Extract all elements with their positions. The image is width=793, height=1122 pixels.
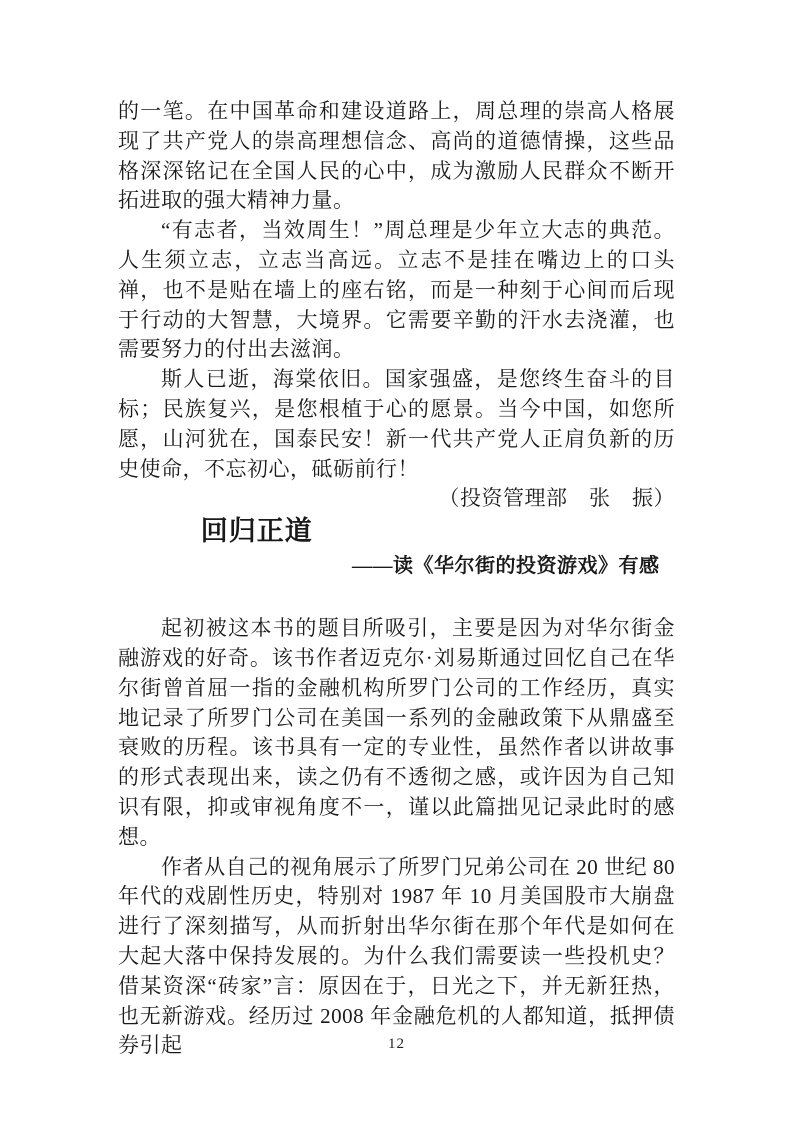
memorial-paragraph-continuation: 的一笔。在中国革命和建设道路上，周总理的崇高人格展现了共产党人的崇高理想信念、高尚的道德情操，这些品格深深铭记在全国人民的心中，成为激励人民群众不断开拓进取的强大精神力量。 [118,99,675,213]
memorial-article-section [118,97,675,511]
review-article-body [118,614,675,1061]
memorial-paragraph-aspiration: “有志者，当效周生！”周总理是少年立大志的典范。人生须立志，立志当高远。立志不是挂在嘴边上的口头禅，也不是贴在墙上的座右铭，而是一种刻于心间而后现于行动的大智慧，大境界。它需要辛勤的汗水去浇灌，也需要努力的付出去滋润。 [118,218,675,362]
memorial-paragraph-closing [118,365,675,511]
memorial-closing-text: 斯人已逝，海棠依旧。国家强盛，是您终生奋斗的目标；民族复兴，是您根植于心的愿景。当今中国，如您所愿，山河犹在，国泰民安！新一代共产党人正肩负新的历史使命，不忘初心，砥砺前行！ [118,367,675,481]
page-number: 12 [388,1036,405,1052]
article-title: 回归正道 [200,516,313,547]
review-paragraph-intro: 起初被这本书的题目所吸引，主要是因为对华尔街金融游戏的好奇。该书作者迈克尔·刘易斯通过回忆自己在华尔街曾首屈一指的金融机构所罗门公司的工作经历，真实地记录了所罗门公司在美国一系列的金融政策下从鼎盛至衰败的历程。该书具有一定的专业性，虽然作者以讲故事的形式表现出来，读之仍有不透彻之感，或许因为自己知识有限，抑或审视角度不一，谨以此篇拙见记录此时的感想。 [118,616,675,849]
author-attribution: （投资管理部 张 振） [438,486,675,511]
article-subtitle: ——读《华尔街的投资游戏》有感 [352,555,660,578]
text-block [118,97,675,1061]
review-paragraph-history: 作者从自己的视角展示了所罗门兄弟公司在 20 世纪 80 年代的戏剧性历史，特别对 1987 年 10 月美国股市大崩盘进行了深刻描写，从而折射出华尔街在那个年代是如何在大起大落中保持发展的。为什么我们需要读一些投机史？借某资深“砖家”言：原因在于，日光之下，并无新狂热，也无新游戏。经历过 2008 年金融危机的人都知道，抵押债券引起 [118,854,675,1058]
review-article-section [118,512,675,1061]
